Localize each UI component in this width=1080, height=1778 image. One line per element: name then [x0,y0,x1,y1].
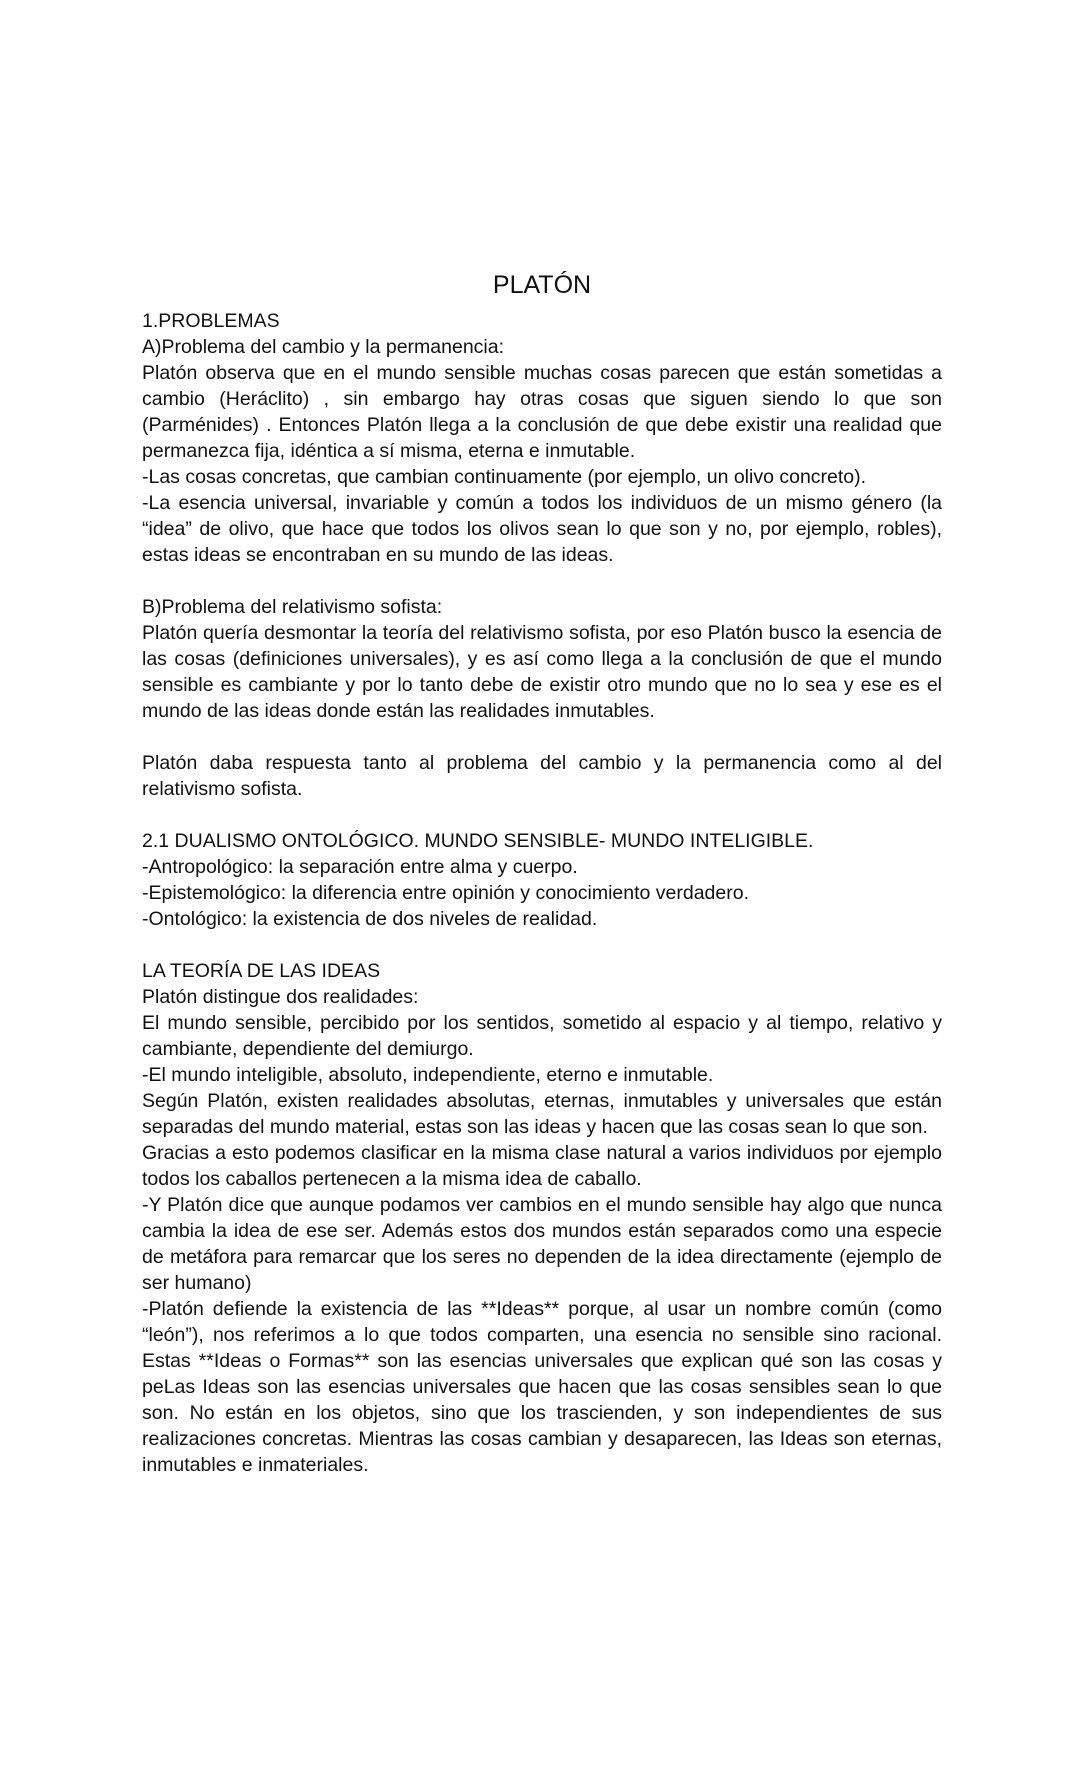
paragraph-mundo-inteligible: -El mundo inteligible, absoluto, independiente, eterno e inmutable. [142,1064,714,1086]
section-heading-dualismo: 2.1 DUALISMO ONTOLÓGICO. MUNDO SENSIBLE- MUNDO INTELIGIBLE. [142,830,814,852]
subheading-cambio-permanencia: A)Problema del cambio y la permanencia: [142,336,505,358]
subheading-relativismo: B)Problema del relativismo sofista: [142,596,443,618]
paragraph-dos-realidades: Platón distingue dos realidades: [142,986,419,1008]
spacer [142,932,942,958]
list-item-antropologico: -Antropológico: la separación entre alma y cuerpo. [142,856,578,878]
document-page [142,270,942,1478]
list-item-epistemologico: -Epistemológico: la diferencia entre opinión y conocimiento verdadero. [142,882,750,904]
paragraph-clasificar: Gracias a esto podemos clasificar en la misma clase natural a varios individuos por ejemplo todos los caballos pertenecen a la misma idea de caballo. [142,1142,942,1190]
document-title: PLATÓN [492,271,592,299]
spacer [142,724,942,750]
section-heading-teoria-ideas: LA TEORÍA DE LAS IDEAS [142,960,381,982]
paragraph-segun-platon: Según Platón, existen realidades absolutas, eternas, inmutables y universales que están separadas del mundo material, estas son las ideas y hacen que las cosas sean lo que son. [142,1090,942,1138]
spacer [142,802,942,828]
paragraph-cambios: -Y Platón dice que aunque podamos ver cambios en el mundo sensible hay algo que nunca cambia la idea de ese ser. Además estos dos mundos están separados como una especie de metáfora para remarcar que los seres no dependen de la idea directamente (ejemplo de ser humano) [142,1194,942,1294]
paragraph-ideas-formas: -Platón defiende la existencia de las **Ideas** porque, al usar un nombre común (como “león”), nos referimos a lo que todos comparten, una esencia no sensible sino racional. Estas **Ideas o Formas** son las esencias universales que explican qué son las cosas y peLas Ideas son las esencias universales que hacen que las cosas sensibles sean lo que son. No están en los objetos, sino que los trascienden, y son independientes de sus realizaciones concretas. Mientras las cosas cambian y desaparecen, las Ideas son eternas, inmutables e inmateriales. [142,1298,942,1476]
list-item-ontologico: -Ontológico: la existencia de dos niveles de realidad. [142,908,598,930]
section-heading-problemas: 1.PROBLEMAS [142,310,280,332]
paragraph-cosas-concretas: -Las cosas concretas, que cambian continuamente (por ejemplo, un olivo concreto). [142,466,867,488]
paragraph-mundo-sensible: El mundo sensible, percibido por los sentidos, sometido al espacio y al tiempo, relativo y cambiante, dependiente del demiurgo. [142,1012,942,1060]
paragraph-cambio-intro: Platón observa que en el mundo sensible muchas cosas parecen que están sometidas a cambio (Heráclito) , sin embargo hay otras cosas que siguen siendo lo que son (Parménides) . Entonces Platón llega a la conclusión de que debe existir una realidad que permanezca fija, idéntica a sí misma, eterna e inmutable. [142,362,942,462]
paragraph-esencia-universal: -La esencia universal, invariable y común a todos los individuos de un mismo género (la “idea” de olivo, que hace que todos los olivos sean lo que son y no, por ejemplo, robles), estas ideas se encontraban en su mundo de las ideas. [142,492,942,566]
paragraph-relativismo: Platón quería desmontar la teoría del relativismo sofista, por eso Platón busco la esencia de las cosas (definiciones universales), y es así como llega a la conclusión de que el mundo sensible es cambiante y por lo tanto debe de existir otro mundo que no lo sea y ese es el mundo de las ideas donde están las realidades inmutables. [142,622,942,722]
paragraph-respuesta: Platón daba respuesta tanto al problema del cambio y la permanencia como al del relativismo sofista. [142,752,942,800]
spacer [142,568,942,594]
